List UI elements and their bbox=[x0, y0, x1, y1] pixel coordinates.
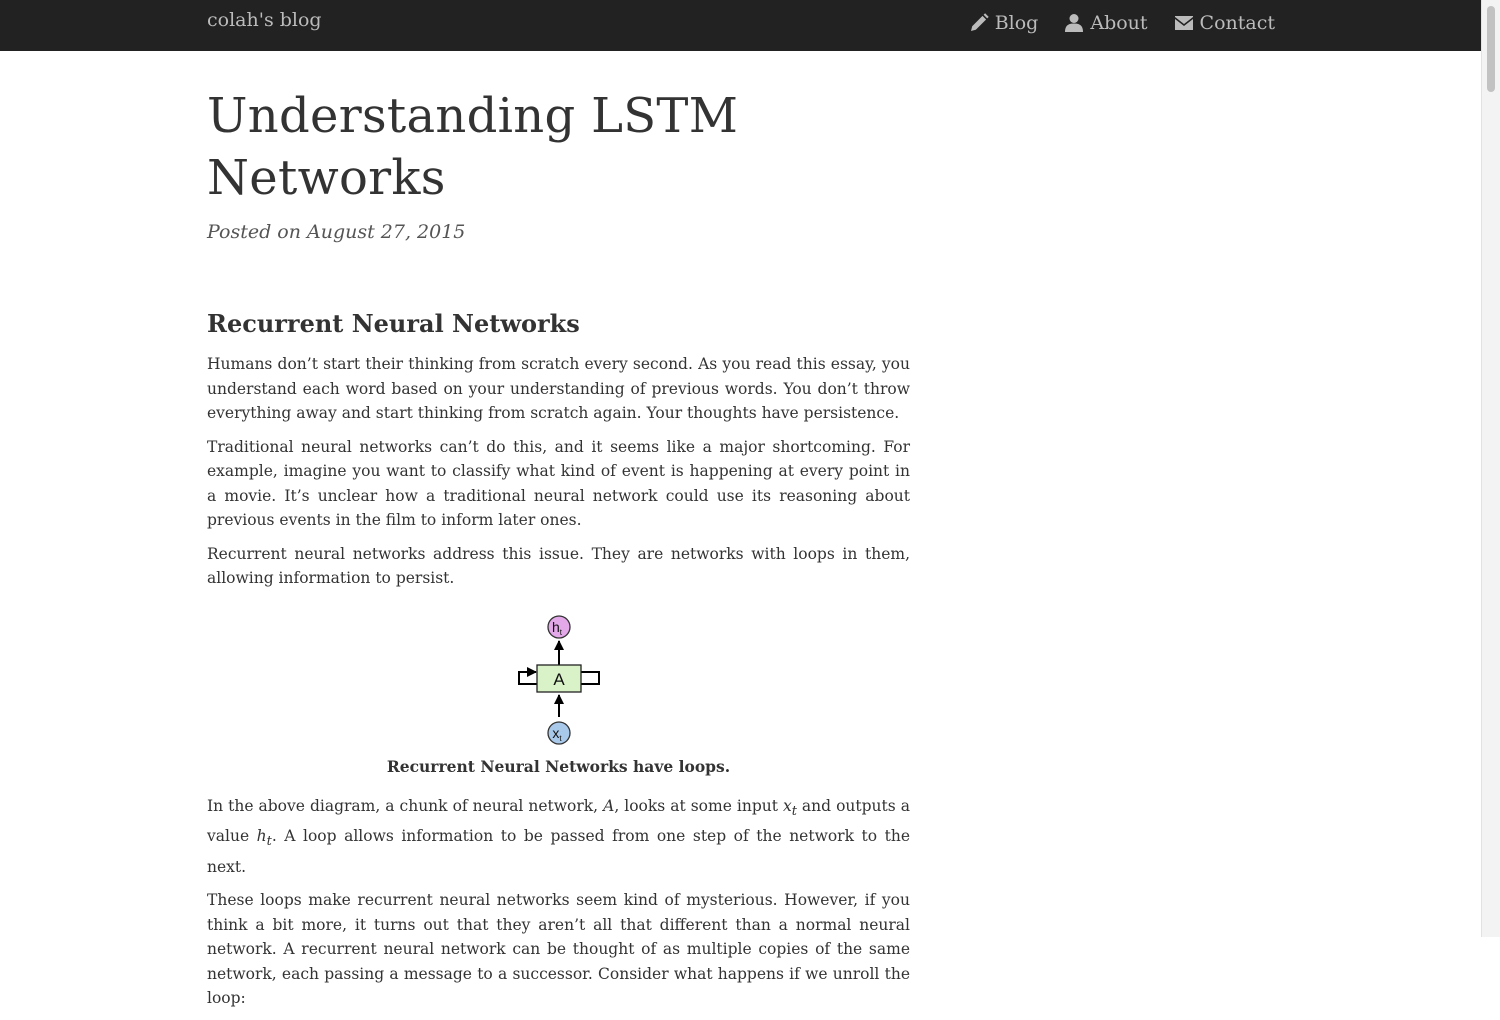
nav-label-blog: Blog bbox=[994, 12, 1039, 34]
site-brand-link[interactable]: colah's blog bbox=[207, 9, 322, 31]
pencil-icon bbox=[969, 13, 989, 33]
paragraph-3: Recurrent neural networks address this issue. They are networks with loops in them, allowing information to persist. bbox=[207, 544, 910, 587]
post-title: Understanding LSTM Networks bbox=[207, 88, 739, 206]
paragraph-1: Humans don’t start their thinking from scratch every second. As you read this essay, you understand each word based on your understanding of previous words. You don’t throw everything away and start thinking from scratch again. Your thoughts have persistence. bbox=[207, 355, 910, 422]
section-heading: Recurrent Neural Networks bbox=[207, 309, 580, 338]
nav-item-blog[interactable] bbox=[969, 12, 1039, 34]
paragraph-4: In the above diagram, a chunk of neural network, A, looks at some input $x_t$ and outputs a value $h_t$. A loop allows information to be passed from one step of the network to the next. bbox=[207, 796, 910, 876]
post-content bbox=[207, 85, 910, 1020]
user-icon bbox=[1064, 13, 1084, 33]
rnn-loop-diagram bbox=[509, 611, 609, 747]
nav-item-contact[interactable] bbox=[1174, 12, 1275, 34]
top-navbar bbox=[0, 0, 1482, 51]
rnn-cell-label: A bbox=[552, 669, 565, 689]
nav-label-about: About bbox=[1090, 12, 1148, 34]
nav-label-contact: Contact bbox=[1199, 12, 1275, 34]
rnn-loop-figure bbox=[207, 611, 910, 776]
input-node-label: $x_t$ bbox=[551, 724, 562, 743]
paragraph-2: Traditional neural networks can’t do this, and it seems like a major shortcoming. For example, imagine you want to classify what kind of event is happening at every point in a movie. It’s unclear how a traditional neural network could use its reasoning about previous events in the film to inform later ones. bbox=[207, 437, 910, 529]
nav-item-about[interactable] bbox=[1064, 12, 1147, 34]
paragraph-5: These loops make recurrent neural networks seem kind of mysterious. However, if you think a bit more, it turns out that they aren’t all that different than a normal neural network. A recurrent neural network can be thought of as multiple copies of the same network, each passing a message to a successor. Consider what happens if we unroll the loop: bbox=[207, 891, 910, 1008]
post-date: Posted on August 27, 2015 bbox=[207, 221, 466, 243]
page-scrollbar[interactable] bbox=[1481, 0, 1500, 937]
figure-caption: Recurrent Neural Networks have loops. bbox=[386, 756, 731, 776]
nav-menu bbox=[969, 12, 1275, 34]
scrollbar-thumb[interactable] bbox=[1487, 6, 1495, 92]
envelope-icon bbox=[1174, 13, 1194, 33]
output-node-label: $h_t$ bbox=[551, 618, 562, 637]
